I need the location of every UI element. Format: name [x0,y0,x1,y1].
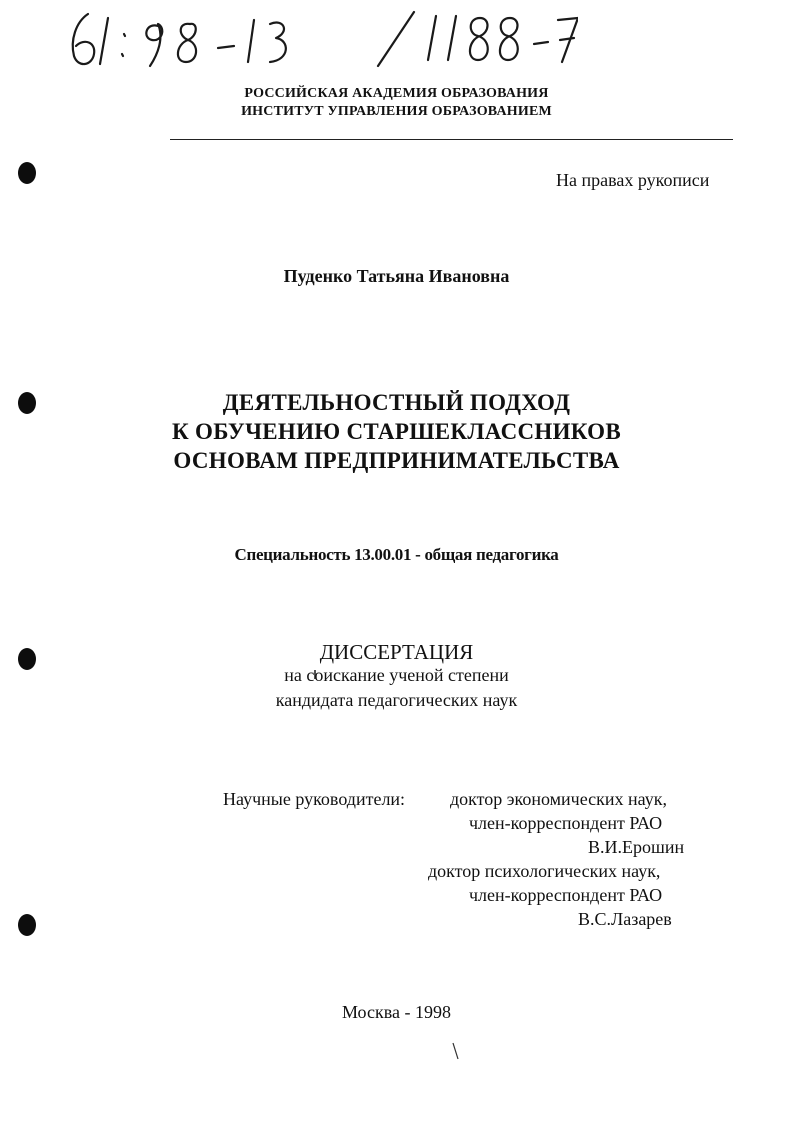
handwritten-archive-number-drawing [58,4,578,72]
dissertation-purpose-line-1: на соискание ученой степени [284,665,509,685]
punch-hole [18,914,36,936]
title-line-1: ДЕЯТЕЛЬНОСТНЫЙ ПОДХОД [222,390,571,415]
supervisors-label: Научные руководители: [223,789,406,809]
dissertation-type: ДИССЕРТАЦИЯ [319,640,474,664]
organization-line-1: РОССИЙСКАЯ АКАДЕМИЯ ОБРАЗОВАНИЯ [244,86,549,101]
rights-note: На правах рукописи [556,170,710,190]
dissertation-purpose-line-2: кандидата педагогических наук [275,690,518,710]
scan-mark [452,1042,460,1060]
supervisor-1-position: член-корреспондент РАО [469,813,663,833]
handwritten-archive-number [58,4,578,72]
author-name: Пуденко Татьяна Ивановна [283,266,510,286]
title-line-2: К ОБУЧЕНИЮ СТАРШЕКЛАССНИКОВ [171,419,622,444]
specialty: Специальность 13.00.01 - общая педагогика [234,545,559,564]
title-line-3: ОСНОВАМ ПРЕДПРИНИМАТЕЛЬСТВА [173,448,620,473]
supervisor-1-name: В.И.Ерошин [588,837,685,857]
punch-hole [18,162,36,184]
binding-edge [0,0,44,1132]
supervisor-2-position: член-корреспондент РАО [469,885,663,905]
supervisor-1-degree: доктор экономических наук, [450,789,667,809]
supervisor-2-degree: доктор психологических наук, [428,861,661,881]
supervisor-2-name: В.С.Лазарев [578,909,672,929]
city-year: Москва - 1998 [342,1002,451,1022]
organization-line-2: ИНСТИТУТ УПРАВЛЕНИЯ ОБРАЗОВАНИЕМ [241,104,552,119]
header-divider [170,139,733,140]
